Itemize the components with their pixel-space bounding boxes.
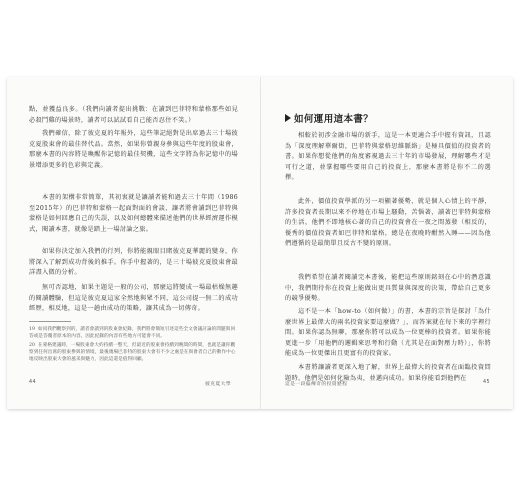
footnote — [29, 326, 238, 340]
footnote — [29, 342, 238, 363]
section-heading — [285, 111, 373, 125]
page-number: 45 — [483, 380, 490, 385]
paragraph: 如果你決定加入我們的行列，你將能親眼目睹彼克夏華麗的變身，你將深入了解到成功背後的推手。你手中握著的，是三十場彼克夏股東會最詳盡入微的分析。 — [29, 248, 238, 277]
paragraph: 相較於初涉金融市場的新手，這是一本更適合手中握有資訊，且認為「深度理解華爾街，巴菲特與蒙格思維脈絡」是極具價值的投資者的書。如果你想從他們的角度審視過去三十年的市場發展，理解哪些才是可行之道，並掌握哪些要用自己的投資上，那麼本書將是你不二的選擇。 — [285, 132, 491, 182]
paragraph: 我們確信，除了彼克夏的年報外，這些筆記絕對是出席過去三十場彼克夏股東會的最佳替代品。當然，如果你曾親身參與這些年度的股東會，那麼本書的內容將是喚醒你記憶的最佳契機，這些文字將為你記憶中的場景增添更多的色彩與定義。 — [29, 130, 238, 169]
section-heading-text: 如何運用這本書？ — [294, 114, 374, 125]
paragraph: 本書將讓讀者更深入地了解，世界上最偉大的投資者在面臨投資問題時，他們是如何化險為夷，並邁向成功。如果你能看到他們在 — [285, 364, 491, 382]
running-footer: 這是一段偏傳奇的投資歷程 — [285, 382, 348, 387]
left-page — [7, 77, 260, 409]
paragraph: 本書的架構非常簡單，其初衷就是讓讀者能和過去三十年間（1986至2015年）的巴菲特和蒙格一起面對面的會談，讓者將會讀到巴菲特與蒙格是如何回應自己的失誤，以及如何總體來描述他們的世界經濟運作模式，閱讀本書，就像是踏上一場討論之旅。 — [29, 194, 238, 233]
footnote-text: 如同我們觀察到的，讀者會讀到的股東會紀錄，我們將會簡短引述這些全文會議討論的問題與回答或是答覆者原本的內容，因此紀錄的內容有些地方可能會不同。 — [29, 327, 236, 339]
paragraph: 此外，價值投資學派的另一項顯著優勢，就是個人心情上的平靜，許多投資者長期以來不停地在市場上騷動，苦惱著，讀著巴菲特與蒙格的生活，他們不即地核心著的自己的投資會在一夜之間蒸發（相反的，優秀的價值投資者如巴菲特和蒙格，總是在夜晚時酣然入睡——因為他們遵循的是最簡單且反古不變的原則。 — [285, 198, 491, 248]
paragraph: 無可否認地，如果主題是一般的公司，那麼這將變成一場最枯燥無趣的閱讀體驗，但這是彼克夏這家全然地與眾不同，這公司提一無二的成功經歷，相反地，這是一趟由成功的策略，讓其成為一切傳奇。 — [29, 284, 238, 313]
page-number: 44 — [29, 380, 36, 385]
triangle-marker-icon — [285, 114, 291, 122]
paragraph: 這不是一本「how-to（如何做）」的書，本書的宗旨是探討「為什麼世界上最偉大的兩名投資家要這麼做？」，而答案就在每下來的字裡行間。如果你認為無聊，那麼你將可以成為一位更棒的投資者。如果你能更進一步「用他們的邏輯來思考和行動（尤其是在面對壓力時）」，你將能成為一位更傑出且更富有的投資家。 — [285, 308, 491, 358]
paragraph: 我們希望在讀者閱讀完本書後，能把這些原則銘刻在心中的潛意識中，我們期待你在投資上能做出更具質量與深度的決策，帶給自己更多的競爭優勢。 — [285, 274, 491, 303]
paragraph: 點，並獲益良多。（我們向讀者提出挑戰：在讀到巴菲特和蒙格那些如見必殺鬥雞的場景時，讀者可以試試看自己能否忍住不笑。） — [29, 106, 238, 124]
footnote-number: 20 — [29, 343, 36, 348]
book-spread — [7, 77, 513, 409]
running-footer: 彼克夏大學 — [205, 382, 231, 387]
footnote-text: 在蒙格建議時，一場股東會大約持續一整天，但最近的股東會持續到晚間的時間，也就是讓你觀察到任何出席的股東參與的情境，最後幾場巴菲特的股東大會有不少之處是在與會者自己的動作中心地反映出股東大會的風采與魅力，因此這還是值得回顧。 — [29, 343, 236, 362]
footnote-number: 19 — [29, 327, 36, 332]
footnote-rule — [29, 321, 71, 322]
right-page — [261, 77, 513, 409]
